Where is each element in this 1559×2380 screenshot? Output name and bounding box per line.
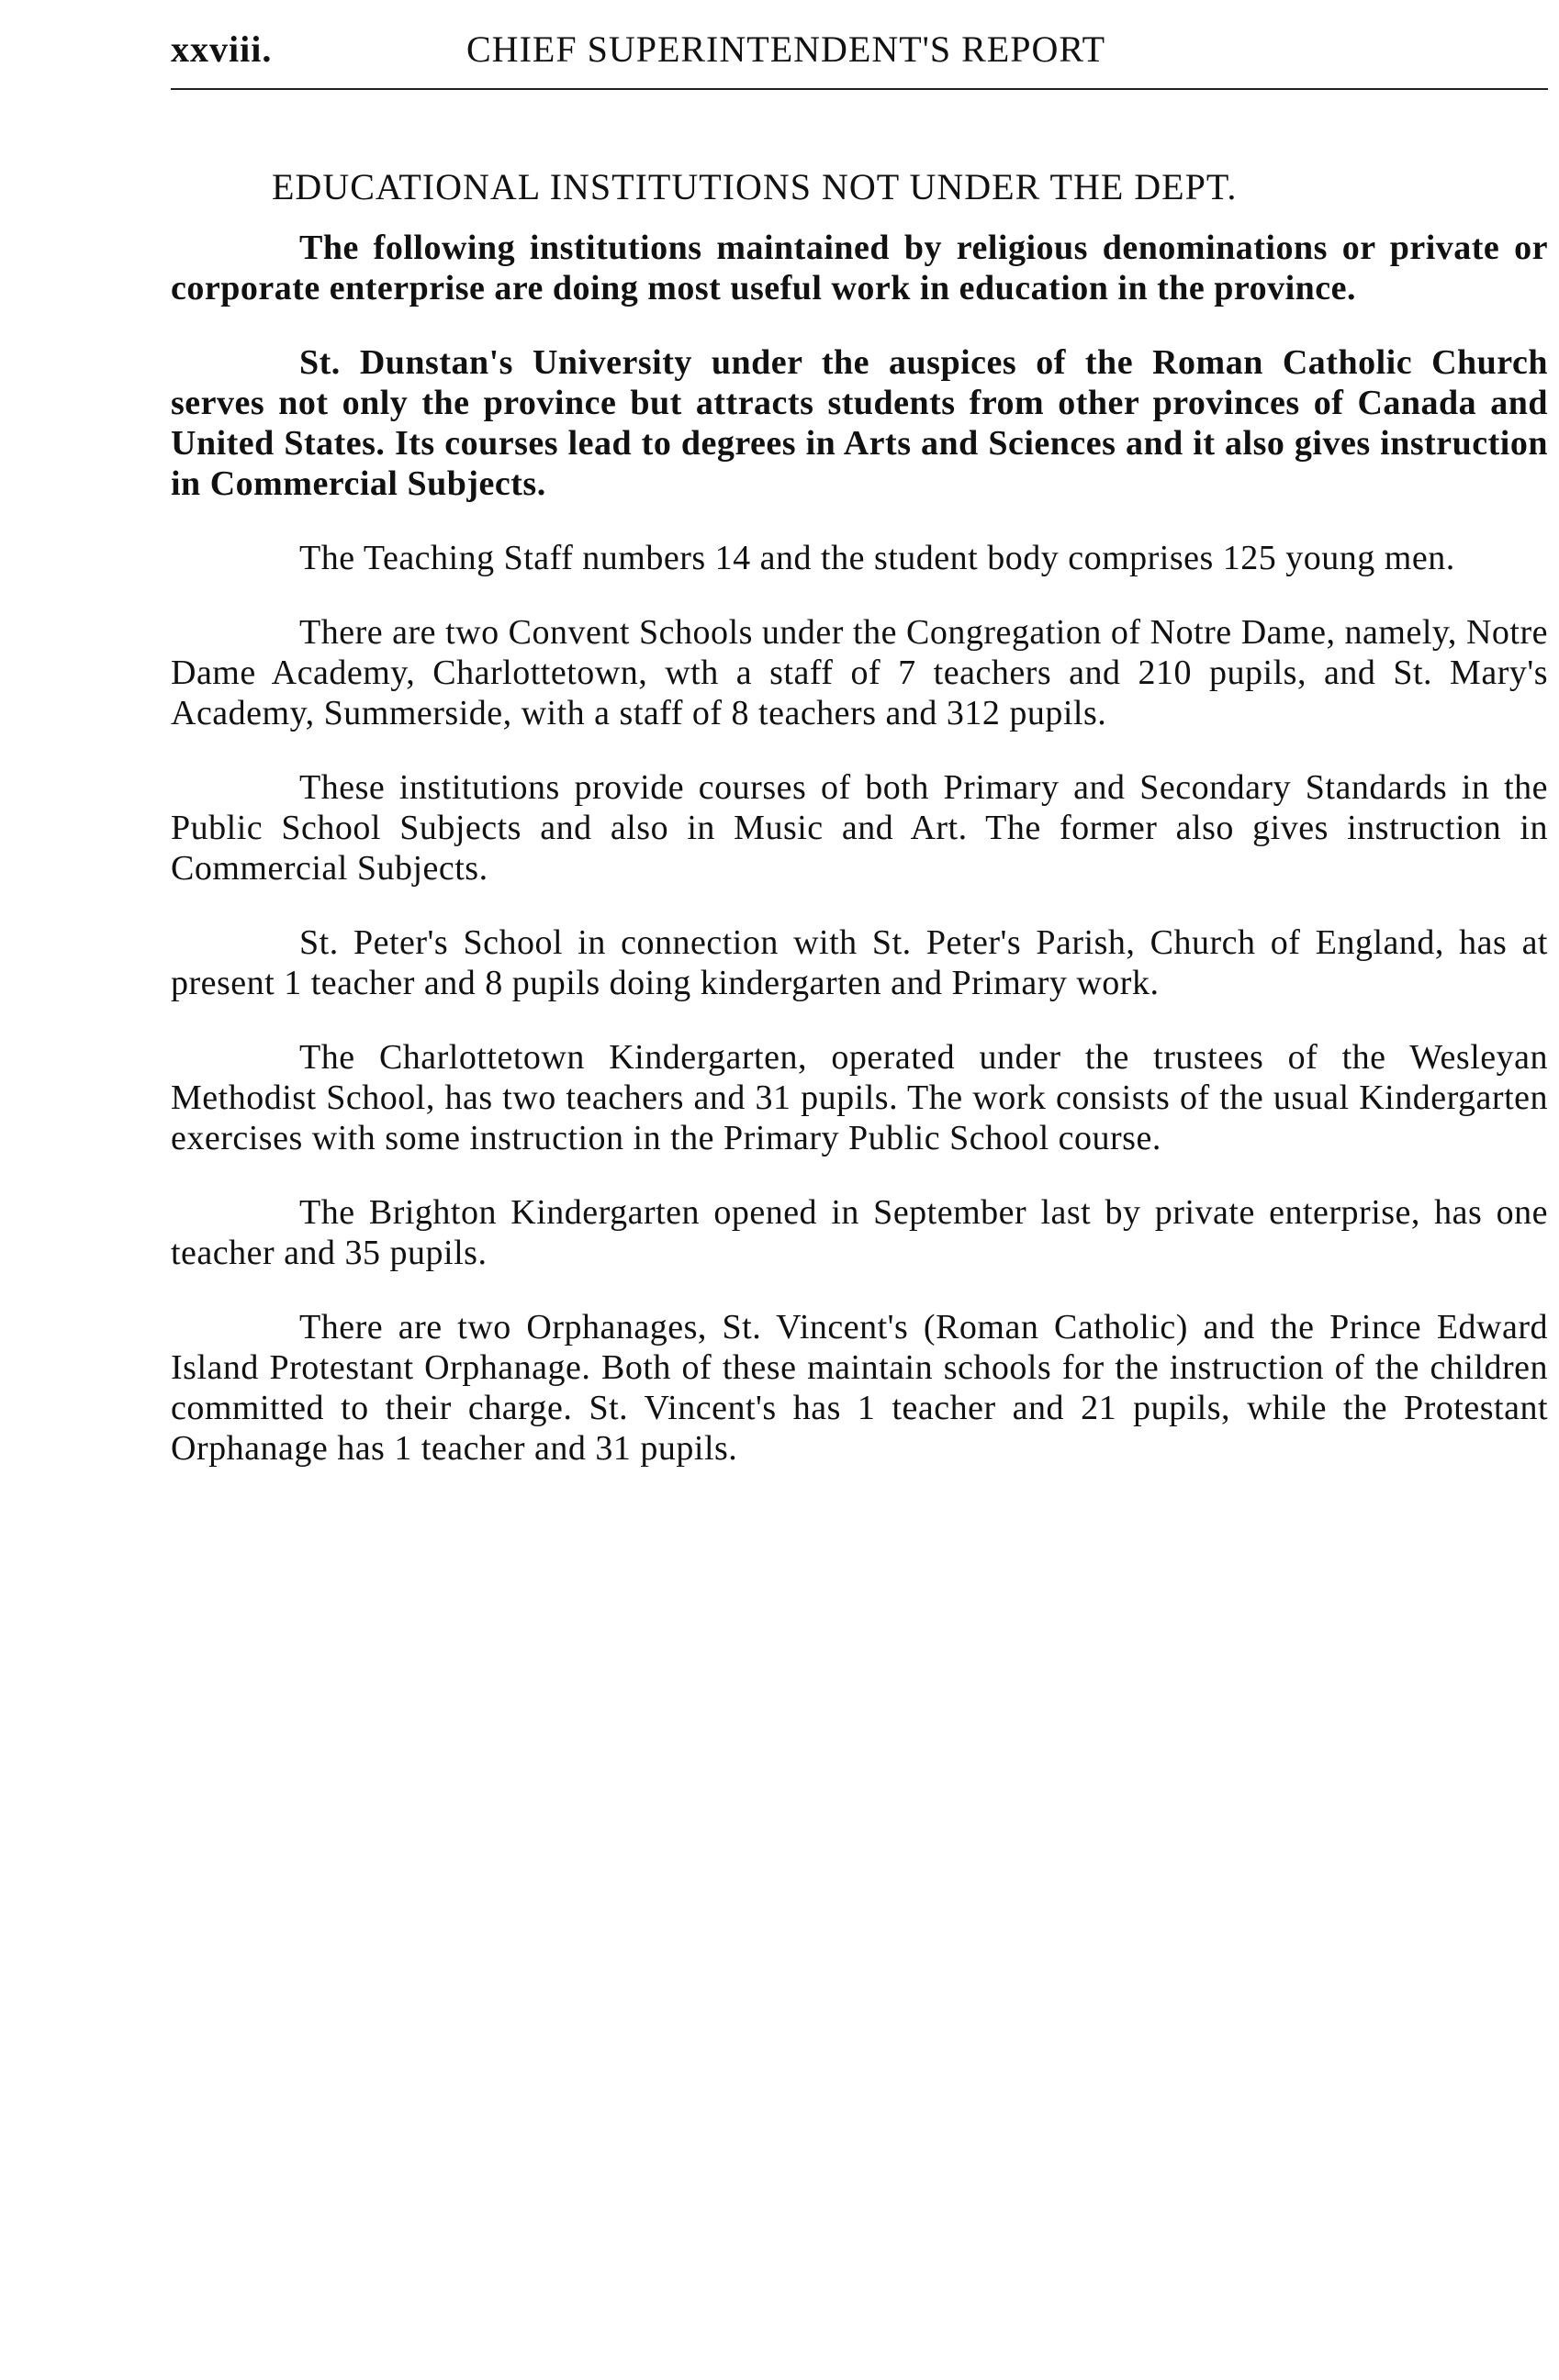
- page-number: xxviii.: [171, 28, 273, 70]
- paragraph-courses: These institutions provide courses of both Primary and Secondary Standards in the Public School Subjects and also in Music and Art. The former also gives instruction in Commercial Subjects.: [171, 768, 1548, 888]
- paragraph-convent-schools: There are two Convent Schools under the Congregation of Notre Dame, namely, Notre Dame Academy, Charlottetown, wth a staff of 7 teachers and 210 pupils, and St. Mary's Academy, Summerside, with a staff of 8 teachers and 312 pupils.: [171, 613, 1548, 732]
- paragraph-teaching-staff: The Teaching Staff numbers 14 and the student body comprises 125 young men.: [299, 539, 1455, 577]
- body-text: [171, 228, 1548, 1503]
- paragraph-brighton-kindergarten: The Brighton Kindergarten opened in September last by private enterprise, has one teacher and 35 pupils.: [171, 1193, 1548, 1272]
- section-heading: EDUCATIONAL INSTITUTIONS NOT UNDER THE DEPT.: [272, 166, 1238, 207]
- paragraph-intro: The following institutions maintained by religious denominations or private or corporate enterprise are doing most useful work in education in the province.: [171, 229, 1548, 307]
- header-rule: [171, 88, 1548, 90]
- paragraph-st-dunstans: St. Dunstan's University under the auspices of the Roman Catholic Church serves not only the province but attracts students from other provinces of Canada and United States. Its courses lead to degrees in Arts and Sciences and it also gives instruction in Commercial Subjects.: [171, 343, 1548, 503]
- paragraph-orphanages: There are two Orphanages, St. Vincent's (Roman Catholic) and the Prince Edward Island Protestant Orphanage. Both of these maintain schools for the instruction of the children committed to their charge. St. Vincent's has 1 teacher and 21 pupils, while the Protestant Orphanage has 1 teacher and 31 pupils.: [171, 1308, 1548, 1468]
- running-title: CHIEF SUPERINTENDENT'S REPORT: [466, 28, 1106, 70]
- paragraph-st-peters: St. Peter's School in connection with St. Peter's Parish, Church of England, has at present 1 teacher and 8 pupils doing kindergarten and Primary work.: [171, 923, 1548, 1002]
- paragraph-charlottetown-kindergarten: The Charlottetown Kindergarten, operated under the trustees of the Wesleyan Methodist School, has two teachers and 31 pupils. The work consists of the usual Kindergarten exercises with some instruction in the Primary Public School course.: [171, 1038, 1548, 1157]
- running-head: [171, 28, 1548, 83]
